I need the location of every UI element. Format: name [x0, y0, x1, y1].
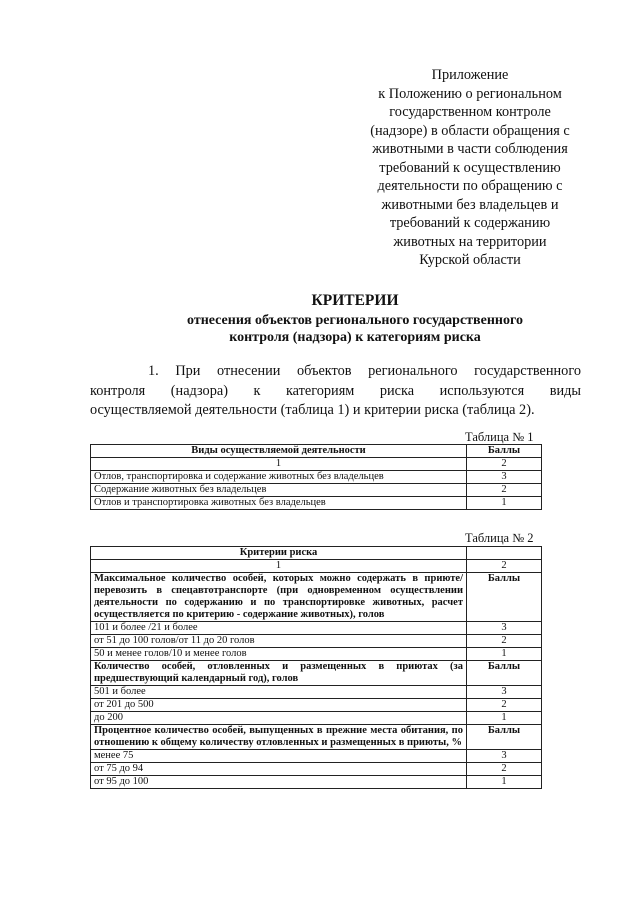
paragraph-line-2: контроля (надзора) к категориям риска используются виды [90, 382, 581, 399]
table-row [91, 686, 542, 699]
annex-line: Приложение [431, 67, 509, 83]
intro-paragraph [90, 362, 581, 421]
range-cell: от 51 до 100 голов/от 11 до 20 голов [91, 635, 467, 648]
annex-line: требований к осуществлению [379, 159, 561, 176]
table-numbering-row [91, 560, 542, 573]
paragraph-line-1: 1. При отнесении объектов регионального государственного [148, 363, 581, 379]
document-title: КРИТЕРИИ [311, 292, 399, 309]
annex-line: (надзоре) в области обращения с [370, 122, 570, 139]
table-row [91, 484, 542, 497]
score-cell: 3 [467, 622, 542, 635]
table-row [91, 471, 542, 484]
criterion-cell: Максимальное количество особей, которых можно содержать в приюте/перевозить в спецавтотранспорте (при одновременном осуществлении деятельности по содержанию и по транспортировке животных, расчет осуществляется по критерию - содержание животных), голов [91, 573, 467, 622]
score-cell: 1 [467, 712, 542, 725]
range-cell: до 200 [91, 712, 467, 725]
column-header-empty [467, 547, 542, 560]
score-cell: 3 [467, 750, 542, 763]
table-row [91, 699, 542, 712]
score-label-cell: Баллы [467, 573, 542, 622]
annex-line: государственном контроле [389, 104, 551, 120]
annex-line: животными в части соблюдения [372, 141, 568, 157]
table-header-row [91, 547, 542, 560]
score-cell: 3 [467, 686, 542, 699]
table-row [91, 648, 542, 661]
score-cell: 1 [467, 648, 542, 661]
score-cell: 2 [467, 699, 542, 712]
score-label-cell: Баллы [467, 661, 542, 686]
score-cell: 2 [467, 763, 542, 776]
table-row [91, 622, 542, 635]
annex-line: Курской области [419, 252, 521, 268]
table-row [91, 635, 542, 648]
annex-line: животных на территории [393, 233, 547, 250]
annex-line: животными без владельцев и [381, 196, 559, 213]
column-header-score: Баллы [467, 445, 542, 458]
document-subtitle [90, 312, 620, 346]
table1-caption: Таблица № 1 [465, 430, 534, 444]
column-header-criteria: Критерии риска [91, 547, 467, 560]
criterion-cell: Процентное количество особей, выпущенных в прежние места обитания, по отношению к общему количеству отловленных и размещенных в приюты, % [91, 725, 467, 750]
risk-criteria-table [90, 546, 542, 789]
criterion-row [91, 573, 542, 622]
criterion-row [91, 661, 542, 686]
range-cell: менее 75 [91, 750, 467, 763]
table-row [91, 497, 542, 510]
range-cell: от 201 до 500 [91, 699, 467, 712]
activities-table [90, 444, 542, 510]
column-number: 2 [467, 560, 542, 573]
annex-line: к Положению о региональном [378, 85, 562, 102]
table-row [91, 763, 542, 776]
table-numbering-row [91, 458, 542, 471]
column-number: 1 [91, 560, 467, 573]
range-cell: от 75 до 94 [91, 763, 467, 776]
subtitle-line-1: отнесения объектов регионального государственного [187, 313, 523, 328]
range-cell: 101 и более /21 и более [91, 622, 467, 635]
range-cell: от 95 до 100 [91, 776, 467, 789]
criterion-row [91, 725, 542, 750]
activity-cell: Отлов и транспортировка животных без владельцев [91, 497, 467, 510]
range-cell: 501 и более [91, 686, 467, 699]
score-cell: 3 [467, 471, 542, 484]
range-cell: 50 и менее голов/10 и менее голов [91, 648, 467, 661]
annex-line: деятельности по обращению с [377, 178, 563, 194]
score-cell: 2 [467, 635, 542, 648]
column-number: 1 [91, 458, 467, 471]
score-label-cell: Баллы [467, 725, 542, 750]
table-row [91, 776, 542, 789]
annex-line: требований к содержанию [389, 215, 551, 231]
column-number: 2 [467, 458, 542, 471]
table-row [91, 712, 542, 725]
criterion-cell: Количество особей, отловленных и размещенных в приютах (за предшествующий календарный год), голов [91, 661, 467, 686]
activity-cell: Отлов, транспортировка и содержание животных без владельцев [91, 471, 467, 484]
column-header-activity: Виды осуществляемой деятельности [91, 445, 467, 458]
table2-caption: Таблица № 2 [465, 531, 534, 545]
table-row [91, 750, 542, 763]
paragraph-line-3: осуществляемой деятельности (таблица 1) и критерии риска (таблица 2). [90, 402, 535, 418]
score-cell: 1 [467, 776, 542, 789]
subtitle-line-2: контроля (надзора) к категориям риска [229, 330, 481, 345]
score-cell: 2 [467, 484, 542, 497]
annex-header [360, 66, 580, 270]
score-cell: 1 [467, 497, 542, 510]
table-header-row [91, 445, 542, 458]
activity-cell: Содержание животных без владельцев [91, 484, 467, 497]
